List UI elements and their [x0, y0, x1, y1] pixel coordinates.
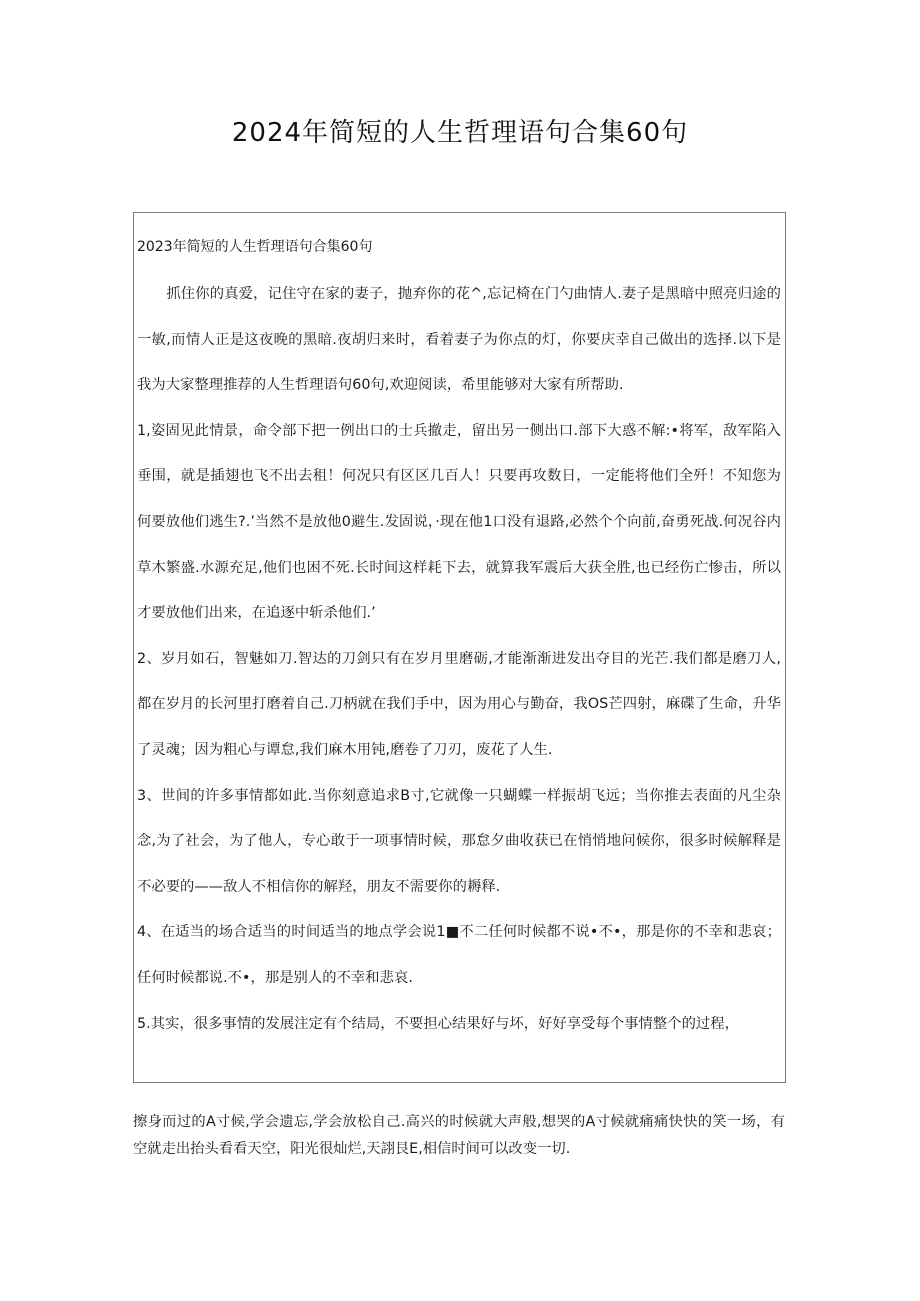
continuation-paragraph: 擦身而过的A寸候,学会遗忘,学会放松自己.高兴的时候就大声般,想哭的A寸候就痛痛快快的笑一场，有空就走出抬头看看天空，阳光很灿烂,天詡艮E,相信时间可以改变一切.: [133, 1114, 785, 1157]
box-heading: 2023年简短的人生哲理语句合集60句: [137, 239, 373, 255]
list-item: 2、岁月如石，智魅如刀.智达的刀剑只有在岁月里磨砺,才能渐渐进发出夺目的光芒.我们都是磨刀人,都在岁月的长河里打磨着自己.刀柄就在我们手中，因为用心与勤奋，我OS芒四射，麻碟了生命，升华了灵魂；因为粗心与谭怠,我们麻木用钝,磨卷了刀刃，废花了人生.: [137, 650, 781, 758]
content-box: [133, 212, 786, 1083]
document-title: 2024年简短的人生哲理语句合集60句: [231, 118, 689, 148]
intro-paragraph: 抓住你的真爱，记住守在家的妻子，抛弃你的花^,忘记椅在门勺曲情人.妻子是黑暗中照亮归途的一敏,而情人正是这夜晚的黑暗.夜胡归来时，看着妻子为你点的灯，你要庆幸自己做出的选择.以下是我为大家整理推荐的人生哲理语句60句,欢迎阅读，希里能够对大家有所帮助.: [137, 286, 781, 394]
list-item: 5.其实，很多事情的发展注定有个结局，不要担心结果好与坏，好好享受每个事情整个的过程，: [137, 1015, 739, 1032]
list-item: 1,姿固见此情景，命令部下把一例出口的士兵撤走，留出另一侧出口.部下大惑不解:•将军，敌军陷入垂围，就是插翅也飞不出去租！何况只有区区几百人！只要再攻数日，一定能将他们全歼！不知您为何要放他们逃生?.’当然不是放他0避生.发固说，·现在他1口没有退路,必然个个向前,奋勇死战.何况谷内草木繁盛.水源充足,他们也困不死.长时间这样耗下去，就算我军震后大获全胜,也已经伤亡惨击，所以才要放他们出来，在追逐中斩杀他们.’: [137, 422, 781, 622]
list-item: 4、在适当的场合适当的时间适当的地点学会说1■不二任何时候都不说•不•，那是你的不幸和悲哀；任何时候都说.不•，那是别人的不幸和悲哀.: [137, 924, 781, 986]
list-item: 3、世间的许多事情都如此.当你刻意追求B寸,它就像一只蝴蝶一样振胡飞远；当你推去表面的凡尘杂念,为了社会，为了他人，专心敢于一项事情时候，那怠夕曲收获已在悄悄地问候你，很多时候解释是不必要的——敌人不相信你的解羟，朋友不需要你的耨释.: [137, 787, 781, 895]
